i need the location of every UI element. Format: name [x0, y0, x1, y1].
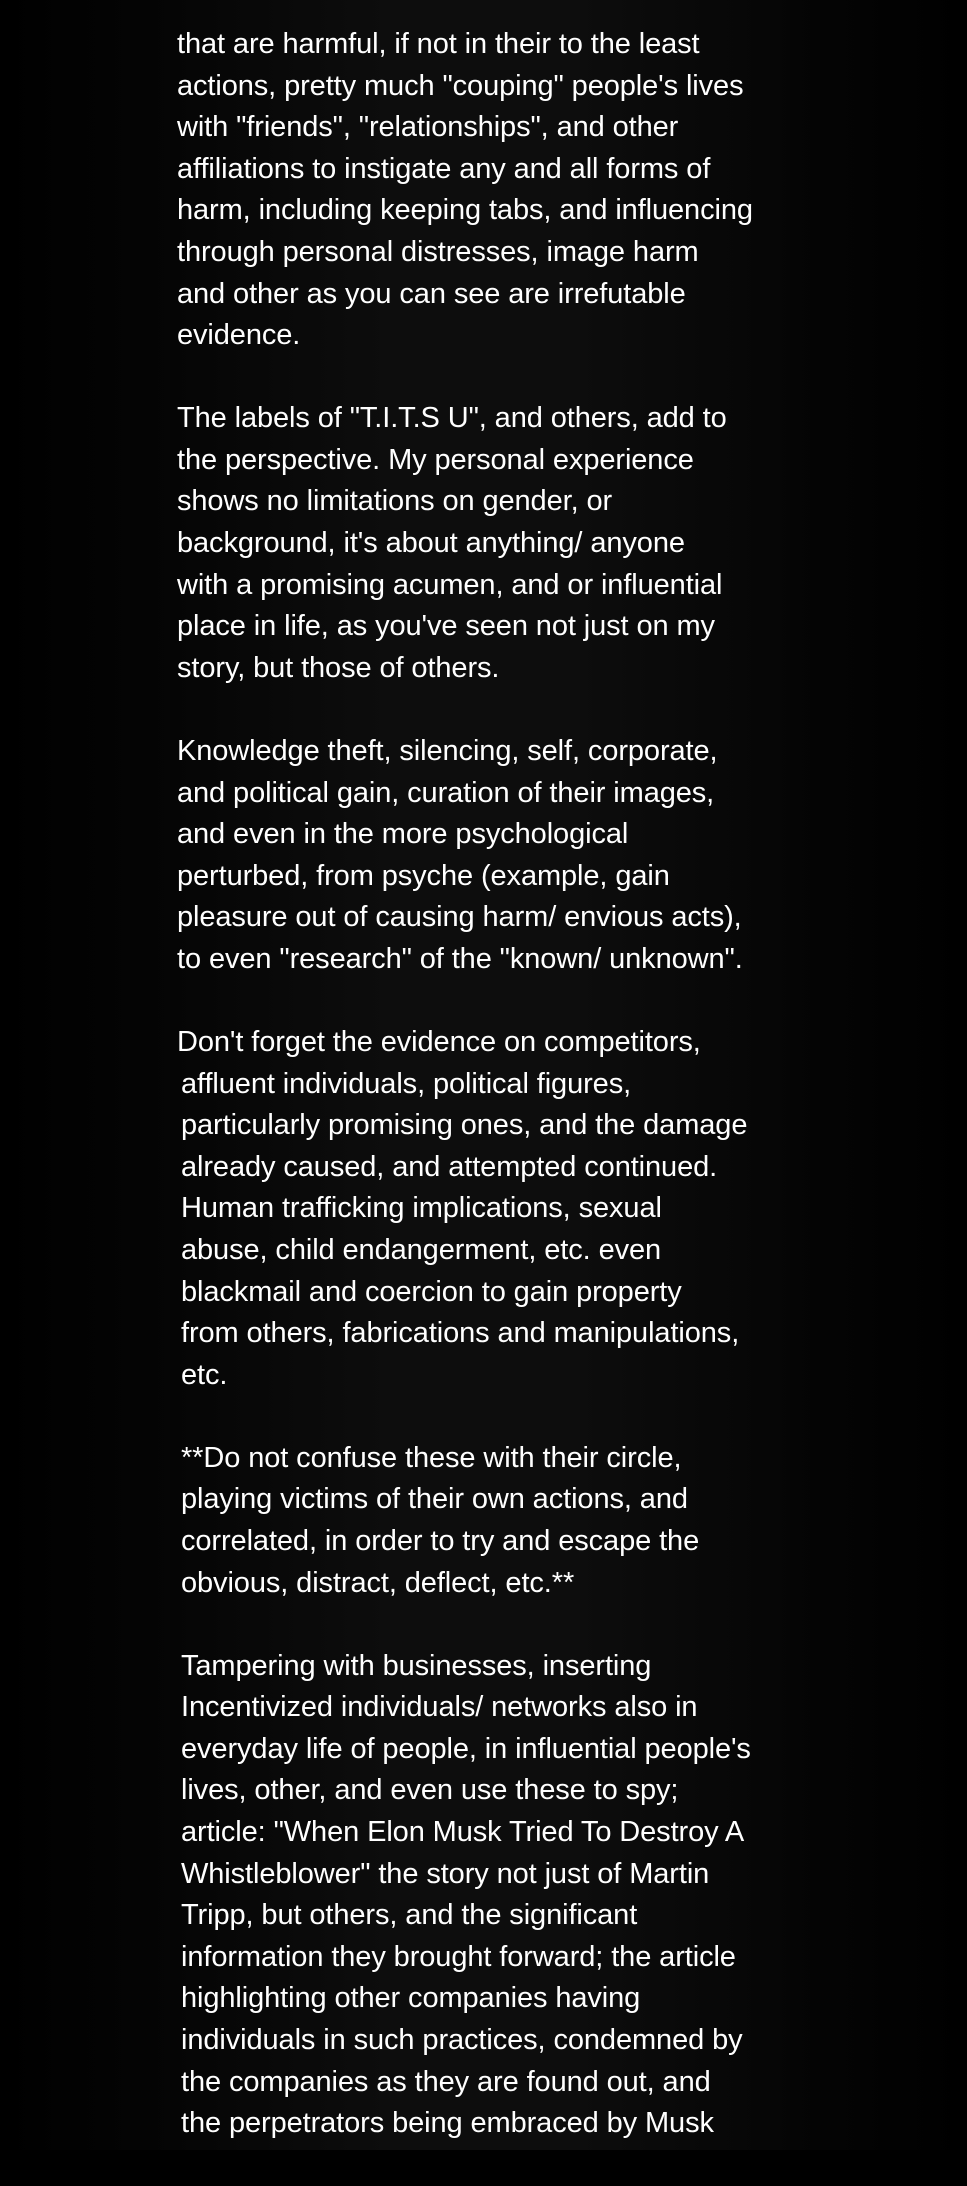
- text-line: to even "research" of the "known/ unknown".: [177, 942, 743, 975]
- text-line: Whistleblower" the story not just of Martin: [181, 1857, 710, 1890]
- text-line: **Do not confuse these with their circle,: [181, 1441, 682, 1474]
- text-line: the perspective. My personal experience: [177, 443, 694, 476]
- text-line: individuals in such practices, condemned by: [181, 2024, 743, 2057]
- paragraph-5: [177, 1438, 797, 1604]
- text-line: already caused, and attempted continued.: [181, 1150, 718, 1183]
- text-line: lives, other, and even use these to spy;: [181, 1774, 679, 1807]
- text-line: etc.: [181, 1358, 228, 1391]
- text-line: abuse, child endangerment, etc. even: [181, 1233, 662, 1266]
- text-line: Tampering with businesses, inserting: [181, 1649, 652, 1682]
- text-line: through personal distresses, image harm: [177, 235, 699, 268]
- text-line: that are harmful, if not in their to the least: [177, 28, 700, 60]
- text-line: everyday life of people, in influential people's: [181, 1732, 751, 1765]
- text-line: affiliations to instigate any and all forms of: [177, 152, 711, 185]
- text-line: and political gain, curation of their images,: [177, 776, 715, 809]
- text-line: background, it's about anything/ anyone: [177, 527, 685, 560]
- paragraph-1: [177, 24, 797, 357]
- paragraph-2: [177, 398, 797, 689]
- paragraph-3: [177, 731, 797, 981]
- text-line: playing victims of their own actions, and: [181, 1483, 688, 1516]
- text-line: Tripp, but others, and the significant: [181, 1899, 638, 1932]
- text-line: with a promising acumen, and or influential: [177, 568, 723, 601]
- text-line: harm, including keeping tabs, and influencing: [177, 194, 753, 227]
- text-line: highlighting other companies having: [181, 1982, 641, 2015]
- text-line: story, but those of others.: [177, 651, 500, 684]
- paragraph-6: [177, 1646, 797, 2145]
- text-line: perturbed, from psyche (example, gain: [177, 859, 670, 892]
- text-line: shows no limitations on gender, or: [177, 485, 613, 518]
- text-line: Human trafficking implications, sexual: [181, 1192, 662, 1225]
- document-body: [177, 24, 797, 2186]
- text-line: evidence.: [177, 319, 301, 352]
- text-line: and other as you can see are irrefutable: [177, 277, 686, 310]
- text-line: correlated, in order to try and escape the: [181, 1525, 700, 1557]
- text-line: Don't forget the evidence on competitors,: [177, 1025, 701, 1058]
- text-line: place in life, as you've seen not just on my: [177, 610, 715, 643]
- text-line: blackmail and coercion to gain property: [181, 1275, 682, 1308]
- text-line: particularly promising ones, and the damage: [181, 1109, 748, 1142]
- text-line: pleasure out of causing harm/ envious acts),: [177, 901, 742, 934]
- text-line: actions, pretty much "couping" people's lives: [177, 69, 744, 102]
- paragraph-4: [177, 1022, 797, 1396]
- text-line: and even in the more psychological: [177, 818, 629, 851]
- text-line: the companies as they are found out, and: [181, 2065, 711, 2098]
- text-line: affluent individuals, political figures,: [181, 1067, 632, 1100]
- text-line: Incentivized individuals/ networks also in: [181, 1691, 698, 1724]
- text-line: from others, fabrications and manipulations,: [181, 1317, 740, 1350]
- text-line: Knowledge theft, silencing, self, corporate,: [177, 734, 718, 767]
- text-line: with "friends", "relationships", and other: [177, 111, 679, 144]
- text-line: the perpetrators being embraced by Musk: [181, 2107, 714, 2140]
- text-line: The labels of "T.I.T.S U", and others, add to: [177, 402, 727, 435]
- text-line: information they brought forward; the article: [181, 1940, 736, 1973]
- text-line: article: "When Elon Musk Tried To Destroy A: [181, 1816, 745, 1849]
- text-line: obvious, distract, deflect, etc.**: [181, 1566, 575, 1599]
